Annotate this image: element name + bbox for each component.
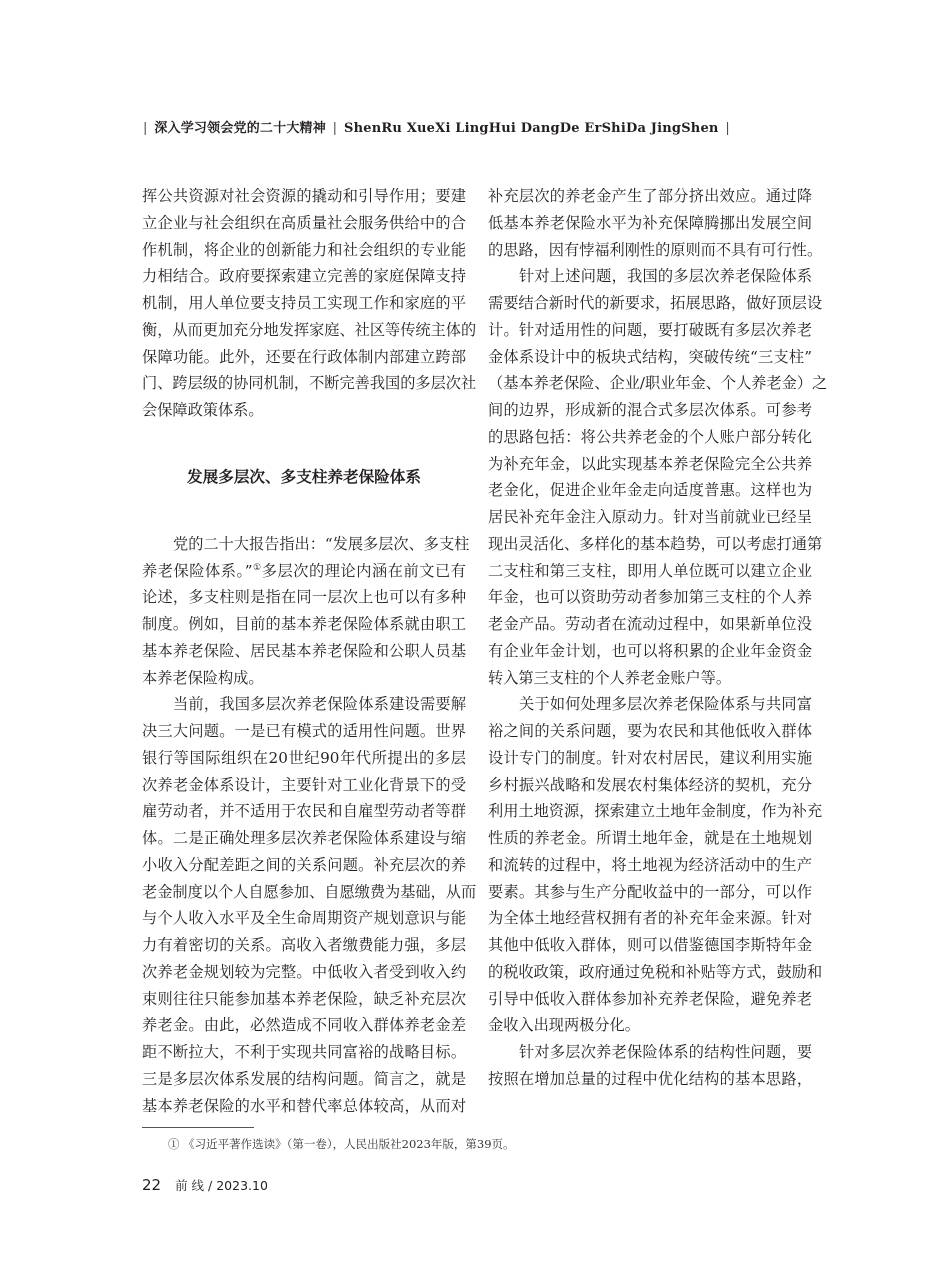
- text-line: 现出灵活化、多样化的基本趋势，可以考虑打通第: [488, 534, 823, 553]
- text-line: 居民补充年金注入原动力。针对当前就业已经呈: [488, 508, 812, 526]
- text-line: 养老金。由此，必然造成不同收入群体养老金差: [142, 1016, 466, 1035]
- text-line: 金收入出现两极分化。: [488, 1016, 640, 1035]
- text-line: 基本养老保险、居民基本养老保险和公职人员基: [142, 641, 466, 660]
- text-line: 设计专门的制度。针对农村居民，建议利用实施: [488, 748, 812, 767]
- text-line: 的思路包括：将公共养老金的个人账户部分转化: [488, 427, 812, 446]
- text-line: 本养老保险构成。: [142, 668, 264, 687]
- text-line: 乡村振兴战略和发展农村集体经济的契机，充分: [488, 775, 812, 794]
- text-line: 束则往往只能参加基本养老保险，缺乏补充层次: [142, 989, 466, 1008]
- header-bar-right: |: [725, 121, 730, 136]
- text-line: 立企业与社会组织在高质量社会服务供给中的合: [142, 213, 466, 232]
- text-line: 针对上述问题，我国的多层次养老保险体系: [519, 267, 812, 286]
- text-line: 当前，我国多层次养老保险体系建设需要解: [173, 695, 466, 714]
- text-line: （基本养老保险、企业/职业年金、个人养老金）之: [488, 374, 828, 393]
- text-line: 党的二十大报告指出：“发展多层次、多支柱: [173, 534, 470, 553]
- text-line: [142, 558, 466, 585]
- header-title-zh: 深入学习领会党的二十大精神: [154, 121, 326, 136]
- text-line: 体。二是正确处理多层次养老保险体系建设与缩: [142, 829, 466, 847]
- text-line: 转入第三支柱的个人养老金账户等。: [488, 668, 731, 687]
- text-line: 间的边界，形成新的混合式多层次体系。可参考: [488, 401, 812, 419]
- text-line: 二支柱和第三支柱，即用人单位既可以建立企业: [488, 561, 812, 580]
- text-line: 三是多层次体系发展的结构问题。简言之，就是: [142, 1069, 466, 1088]
- text-line: 低基本养老保险水平为补充保障腾挪出发展空间: [488, 213, 812, 232]
- text-line: 力有着密切的关系。高收入者缴费能力强，多层: [142, 936, 466, 954]
- text-line: 其他中低收入群体，则可以借鉴德国李斯特年金: [488, 936, 812, 954]
- text-line: 基本养老保险的水平和替代率总体较高，从而对: [142, 1096, 466, 1115]
- text-line: 按照在增加总量的过程中优化结构的基本思路，: [488, 1069, 812, 1088]
- journal-issue: 前 线 / 2023.10: [175, 1178, 268, 1193]
- text-line: 门、跨层级的协同机制，不断完善我国的多层次社: [142, 374, 477, 393]
- text-line: 力相结合。政府要探索建立完善的家庭保障支持: [142, 267, 466, 286]
- right-column: [488, 183, 828, 1093]
- text-line: 引导中低收入群体参加补充养老保险，避免养老: [488, 989, 812, 1008]
- text-line: 补充层次的养老金产生了部分挤出效应。通过降: [488, 187, 812, 205]
- text-line: 年金，也可以资助劳动者参加第三支柱的个人养: [488, 588, 812, 607]
- text-line: 利用土地资源，探索建立土地年金制度，作为补充: [488, 802, 823, 821]
- text-line: 保障功能。此外，还要在行政体制内部建立跨部: [142, 347, 466, 366]
- text-line: 为补充年金，以此实现基本养老保险完全公共养: [488, 454, 812, 473]
- page-footer: [142, 1176, 268, 1194]
- text-line: 关于如何处理多层次养老保险体系与共同富: [519, 695, 812, 714]
- text-span: 多层次的理论内涵在前文已有: [261, 561, 466, 580]
- section-heading: 发展多层次、多支柱养老保险体系: [187, 467, 421, 486]
- text-line: 次养老金规划较为完整。中低收入者受到收入约: [142, 962, 466, 981]
- text-line: 制度。例如，目前的基本养老保险体系就由职工: [142, 615, 466, 633]
- text-line: 老金化，促进企业年金走向适度普惠。这样也为: [488, 481, 812, 500]
- page-number: 22: [142, 1176, 162, 1194]
- text-line: 衡，从而更加充分地发挥家庭、社区等传统主体的: [142, 320, 477, 339]
- text-line: 距不断拉大，不利于实现共同富裕的战略目标。: [142, 1043, 466, 1061]
- left-column: [142, 183, 477, 1119]
- text-line: 次养老金体系设计，主要针对工业化背景下的受: [142, 775, 466, 794]
- header-bar-mid: |: [332, 121, 338, 136]
- text-line: 的税收政策，政府通过免税和补贴等方式，鼓励和: [488, 962, 823, 981]
- text-line: 性质的养老金。所谓土地年金，就是在土地规划: [488, 829, 812, 847]
- footnote-divider: [142, 1127, 254, 1128]
- text-line: 计。针对适用性的问题，要打破既有多层次养老: [488, 320, 812, 339]
- text-line: 与个人收入水平及全生命周期资产规划意识与能: [142, 909, 466, 928]
- header-title-pinyin: ShenRu XueXi LingHui DangDe ErShiDa JingShen: [344, 121, 719, 136]
- text-line: 决三大问题。一是已有模式的适用性问题。世界: [142, 722, 466, 740]
- text-line: 和流转的过程中，将土地视为经济活动中的生产: [488, 855, 812, 874]
- text-line: 的思路，因有悖福利刚性的原则而不具有可行性。: [488, 240, 823, 259]
- text-line: 作机制，将企业的创新能力和社会组织的专业能: [142, 240, 466, 259]
- text-line: 要素。其参与生产分配收益中的一部分，可以作: [488, 882, 812, 901]
- header-bar-left: |: [143, 121, 148, 136]
- text-line: 挥公共资源对社会资源的撬动和引导作用；要建: [142, 187, 466, 205]
- footnote-marker: ①: [252, 562, 262, 573]
- text-line: 裕之间的关系问题，要为农民和其他低收入群体: [488, 722, 812, 740]
- text-line: 金体系设计中的板块式结构，突破传统“三支柱”: [488, 347, 812, 366]
- text-line: 需要结合新时代的新要求，拓展思路，做好顶层设: [488, 294, 823, 312]
- footnote: ① 《习近平著作选读》（第一卷），人民出版社2023年版，第39页。: [168, 1137, 515, 1151]
- text-line: 会保障政策体系。: [142, 401, 264, 419]
- text-line: 银行等国际组织在20世纪90年代所提出的多层: [142, 748, 466, 767]
- text-line: 有企业年金计划，也可以将积累的企业年金资金: [488, 641, 812, 660]
- text-line: 论述，多支柱则是指在同一层次上也可以有多种: [142, 588, 466, 607]
- text-line: 针对多层次养老保险体系的结构性问题，要: [519, 1043, 812, 1061]
- text-line: 为全体土地经营权拥有者的补充年金来源。针对: [488, 909, 812, 928]
- text-line: 机制，用人单位要支持员工实现工作和家庭的平: [142, 294, 466, 312]
- text-line: 老金产品。劳动者在流动过程中，如果新单位没: [488, 615, 812, 633]
- text-span: 养老保险体系。”: [142, 561, 253, 580]
- text-line: 雇劳动者，并不适用于农民和自雇型劳动者等群: [142, 802, 466, 821]
- text-line: 小收入分配差距之间的关系问题。补充层次的养: [142, 855, 466, 874]
- text-line: 老金制度以个人自愿参加、自愿缴费为基础，从而: [142, 882, 477, 901]
- running-header: [141, 117, 821, 136]
